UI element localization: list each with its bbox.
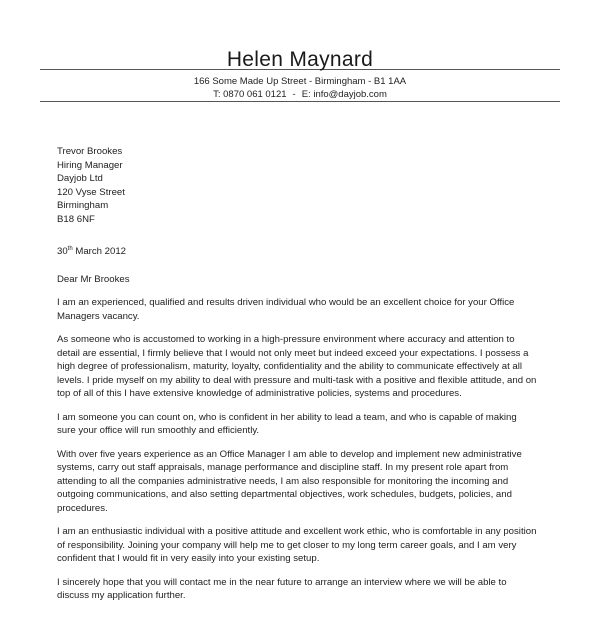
- sender-address: 166 Some Made Up Street - Birmingham - B1 1AA: [193, 76, 407, 87]
- letterhead: [0, 48, 600, 101]
- recipient-postcode: B18 6NF: [57, 213, 95, 225]
- paragraph-experience: As someone who is accustomed to working in a high-pressure environment where accuracy and attention to detail are essential, I firmly believe that I would not only meet but indeed exceed your expectations. I possess a high degree of professionalism, maturity, loyalty, confidentiality and the ability to communicate effectively at all levels. I pride myself on my ability to deal with pressure and multi-task with a positive and flexible attitude, and on top of all of this I have extensive knowledge of administrative policies, systems and procedures.: [57, 334, 537, 399]
- recipient-name: Trevor Brookes: [57, 146, 123, 157]
- date-day: 30: [57, 246, 68, 257]
- sender-name: Helen Maynard: [226, 48, 374, 71]
- paragraph-intro: I am an experienced, qualified and results driven individual who would be an excellent choice for your Office Managers vacancy.: [57, 297, 515, 322]
- paragraph-closing: I sincerely hope that you will contact me in the near future to arrange an interview where we will be able to discuss my application further.: [57, 576, 507, 601]
- letter-body: [57, 145, 537, 603]
- contact-separator: -: [292, 89, 296, 100]
- recipient-block: [57, 145, 537, 226]
- date-rest: March 2012: [72, 246, 127, 257]
- paragraph-leadership: I am someone you can count on, who is confident in her ability to lead a team, and who is capable of making sure your office will run smoothly and efficiently.: [57, 411, 517, 436]
- recipient-street: 120 Vyse Street: [57, 186, 125, 198]
- recipient-company: Dayjob Ltd: [57, 173, 103, 184]
- header-bottom-rule: [40, 101, 560, 102]
- sender-phone: T: 0870 061 0121: [213, 89, 287, 100]
- paragraph-responsibilities: With over five years experience as an Office Manager I am able to develop and implement new administrative systems, carry out staff appraisals, manage performance and discipline staff. In my present role apart from attending to all the companies administrative needs, I am also responsible for monitoring the incoming and outgoing communications, and also setting departmental objectives, work schedules, budgets, policies, and procedures.: [57, 448, 522, 514]
- sender-email: E: info@dayjob.com: [301, 89, 387, 100]
- sender-contact: [0, 88, 600, 101]
- recipient-city: Birmingham: [57, 200, 109, 211]
- paragraph-attitude: I am an enthusiastic individual with a positive attitude and excellent work ethic, who is comfortable in any position of responsibility. Joining your company will help me to get closer to my long term career goals, and I am very confident that I would fit in very easily into your existing setup.: [57, 526, 537, 564]
- date-suffix: th: [67, 246, 73, 252]
- letter-date: [57, 243, 537, 259]
- salutation: Dear Mr Brookes: [57, 273, 130, 285]
- recipient-title: Hiring Manager: [57, 159, 123, 171]
